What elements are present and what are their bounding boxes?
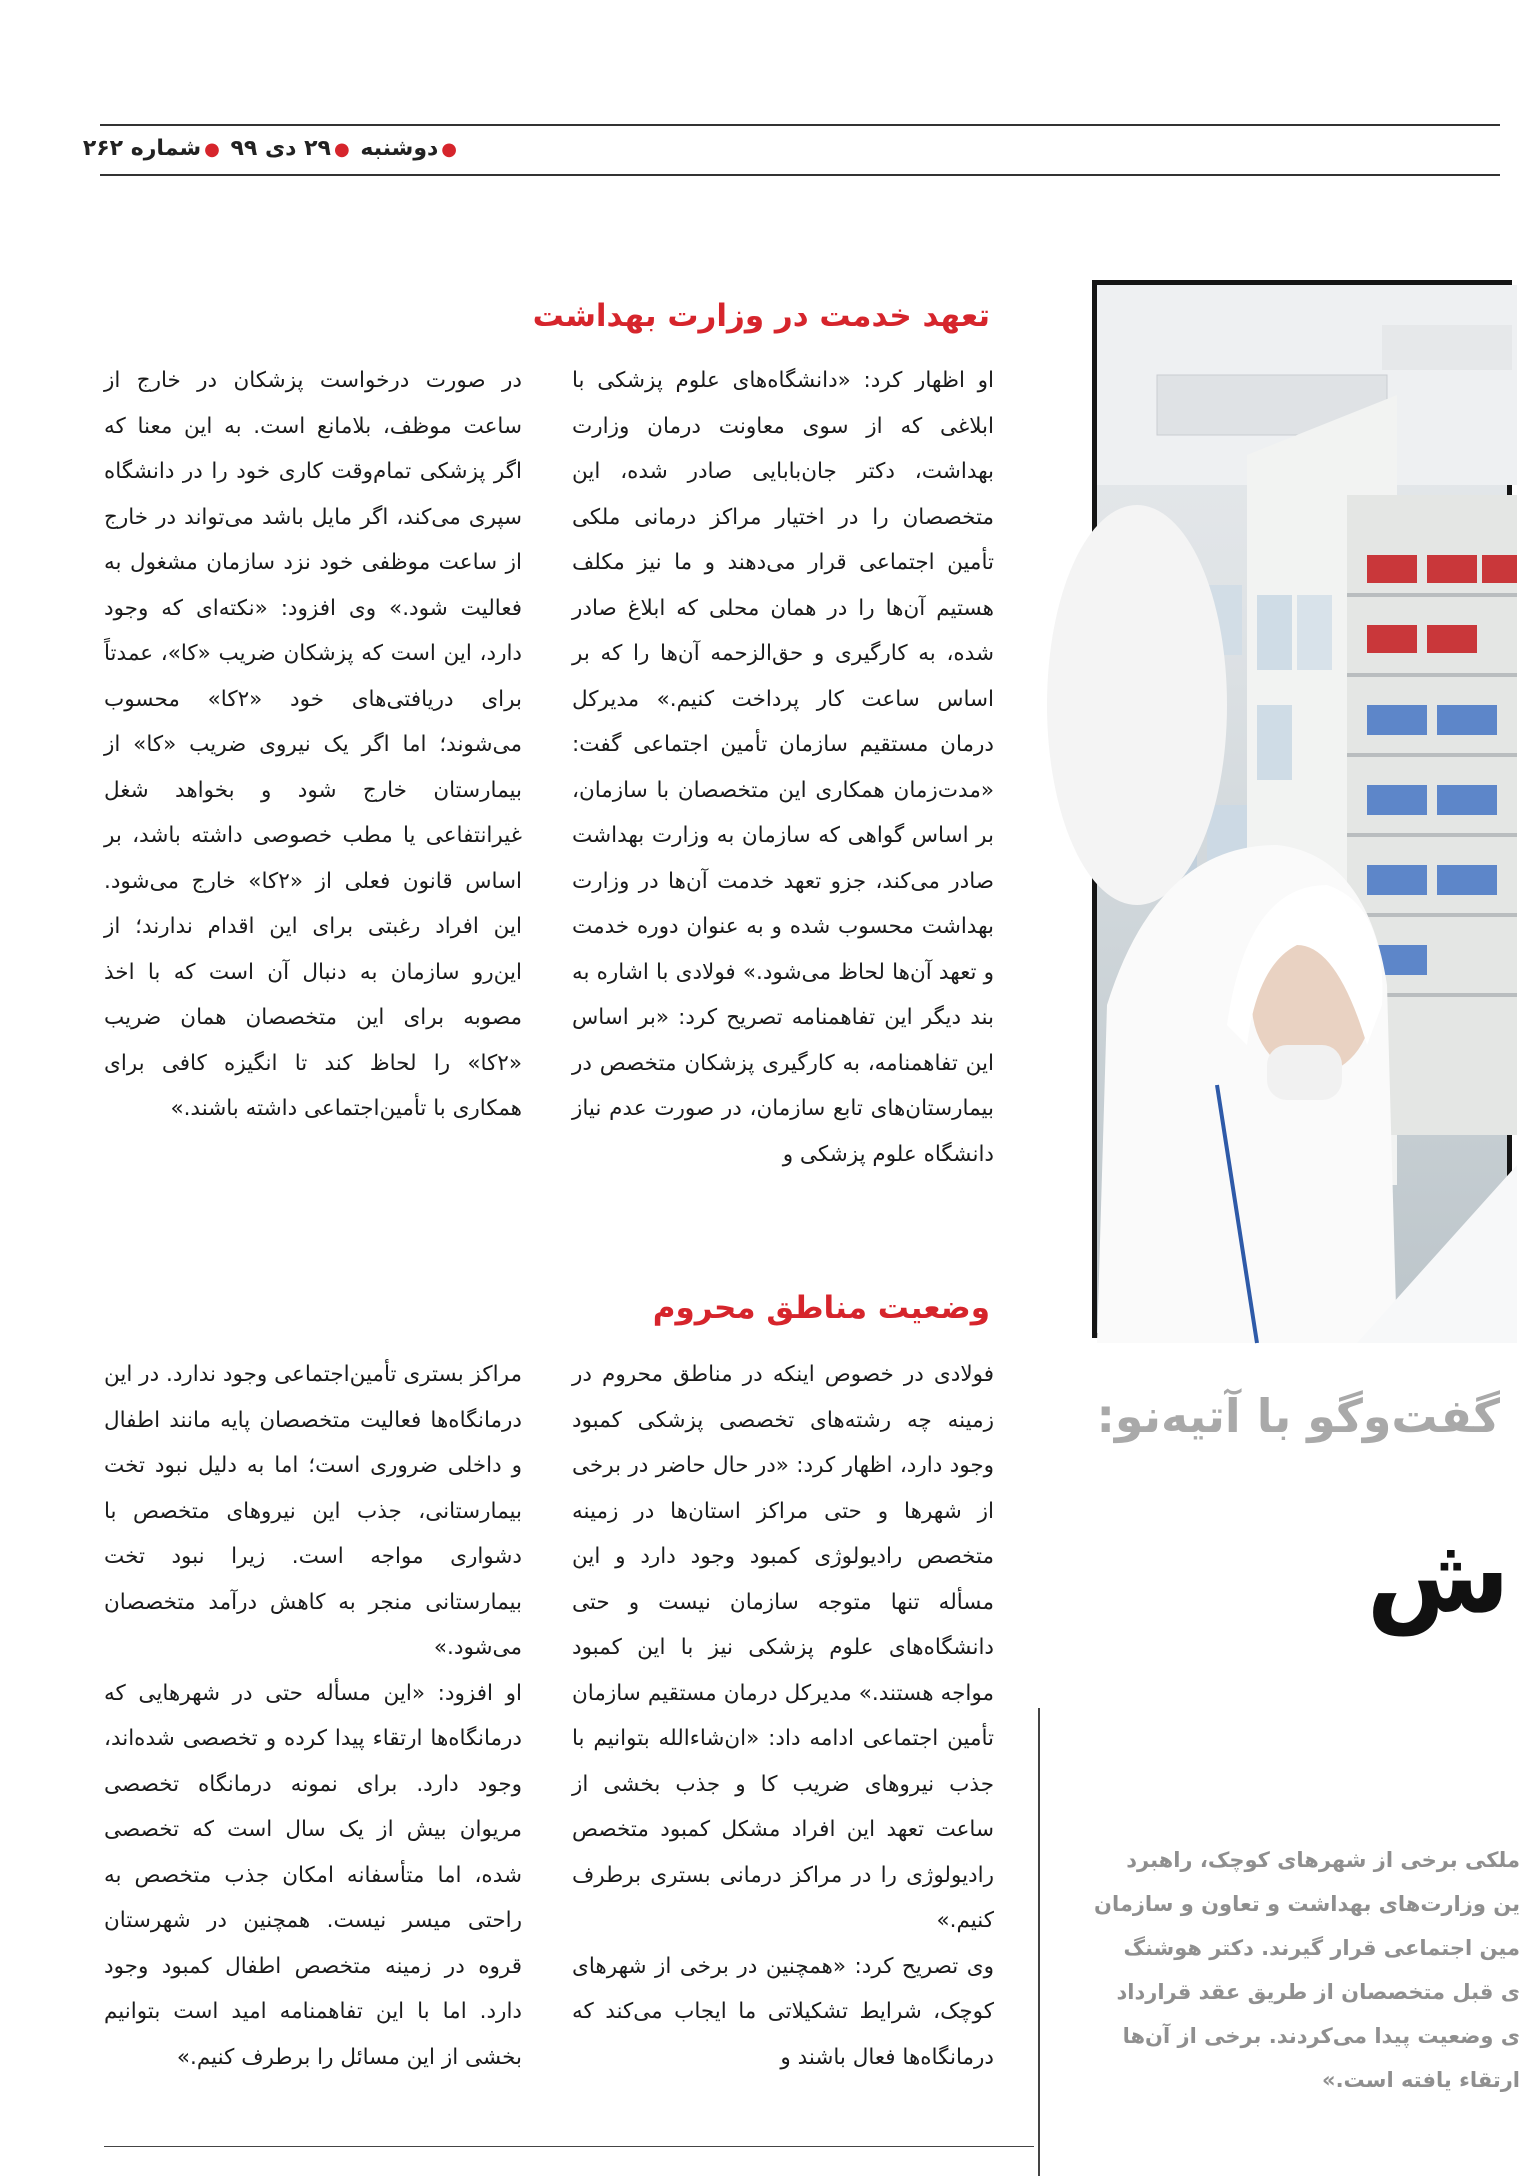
paragraph: مراکز بستری تأمین‌اجتماعی وجود ندارد. در این درمانگاه‌ها فعالیت متخصصان پایه مانند اطفال و داخلی ضروری است؛ اما به دلیل نبود تخت بیمارستانی، جذب این نیروهای متخصص با دشواری مواجه است. زیرا نبود تخت بیمارستانی منجر به کاهش درآمد متخصصان می‌شود.» <box>104 1362 522 1660</box>
lead-line: مین اجتماعی قرار گیرند. دکتر هوشنگ <box>1123 1936 1520 1960</box>
lead-line: ی وضعیت پیدا می‌کردند. برخی از آن‌ها <box>1122 2024 1520 2048</box>
header-bottom-rule <box>100 174 1500 176</box>
adjacent-article-title: گفت‌وگو با آتیه‌نو: <box>1096 1389 1500 1443</box>
footer-rule <box>104 2146 1034 2147</box>
header-issue: شماره ۲۶۲ <box>82 136 202 161</box>
lead-line: ملکی برخی از شهرهای کوچک، راهبرد <box>1126 1848 1520 1872</box>
adjacent-article-lead <box>1060 1838 1520 2102</box>
bullet-icon: ● <box>333 139 350 160</box>
paragraph: وی تصریح کرد: «همچنین در برخی از شهرهای کوچک، شرایط تشکیلاتی ما ایجاب می‌کند که درمانگاه‌ها فعال باشند و <box>572 1953 994 2070</box>
lead-line: ین وزارت‌های بهداشت و تعاون و سازمان <box>1094 1892 1520 1916</box>
lead-line: ارتقاء یافته است.» <box>1322 2068 1520 2092</box>
header-day: دوشنبه <box>360 136 439 161</box>
paragraph: او افزود: «این مسأله حتی در شهرهایی که درمانگاه‌ها ارتقاء پیدا کرده و تخصصی شده‌اند، وجود دارد. برای نمونه درمانگاه تخصصی مریوان بیش از یک سال است که تخصصی شده، اما متأسفانه امکان جذب متخصص به راحتی میسر نیست. همچنین در شهرستان قروه در زمینه متخصص اطفال کمبود وجود دارد. اما با این تفاهمنامه امید است بتوانیم بخشی از این مسائل را برطرف کنیم.» <box>104 1680 522 2070</box>
paragraph: فولادی در خصوص اینکه در مناطق محروم در زمینه چه رشته‌های تخصصی پزشکی کمبود وجود دارد، اظهار کرد: «در حال حاضر در برخی از شهرها و حتی مراکز استان‌ها در زمینه متخصص رادیولوژی کمبود وجود دارد و این مسأله تنها متوجه سازمان نیست و حتی دانشگاه‌های علوم پزشکی نیز با این کمبود مواجه هستند.» مدیرکل درمان مستقیم سازمان تأمین اجتماعی ادامه داد: «ان‌شاءالله بتوانیم با جذب نیروهای ضریب کا و جذب بخشی از ساعت تعهد این افراد مشکل کمبود متخصص رادیولوژی را در مراکز درمانی بستری برطرف کنیم.» <box>572 1362 994 1933</box>
section-heading-deprived-areas: وضعیت مناطق محروم <box>652 1290 990 1326</box>
article-column-right-2 <box>572 1352 994 2112</box>
paragraph: در صورت درخواست پزشکان در خارج از ساعت موظف، بلامانع است. به این معنا که اگر پزشکی تمام‌وقت کاری خود را در دانشگاه سپری می‌کند، اگر مایل باشد می‌تواند در خارج از ساعت موظفی خود نزد سازمان مشغول به فعالیت شود.» وی افزود: «نکته‌ای که وجود دارد، این است که پزشکان ضریب «کا»، عمدتاً برای دریافتی‌های خود «۲کا» محسوب می‌شوند؛ اما اگر یک نیروی ضریب «کا» از بیمارستان خارج شود و بخواهد شغل غیرانتفاعی یا مطب خصوصی داشته باشد، بر اساس قانون فعلی از «۲کا» خارج می‌شود. این افراد رغبتی برای این اقدام ندارند؛ از این‌رو سازمان به دنبال آن است که با اخذ مصوبه برای این متخصصان همان ضریب «۲کا» را لحاظ کند تا انگیزه کافی برای همکاری با تأمین‌اجتماعی داشته باشند.» <box>104 368 523 1121</box>
article-column-left-2 <box>104 1352 522 2112</box>
pharmacy-illustration <box>1097 285 1517 1343</box>
section-heading-commitment: تعهد خدمت در وزارت بهداشت <box>532 298 990 334</box>
adjacent-article-headline: ش <box>1366 1514 1510 1636</box>
article-photo <box>1092 280 1512 1338</box>
bullet-icon: ● <box>441 139 457 160</box>
article-column-left-1 <box>104 358 522 1206</box>
lead-line: ی قبل متخصصان از طریق عقد قرارداد <box>1116 1980 1520 2004</box>
paragraph: او اظهار کرد: «دانشگاه‌های علوم پزشکی با ابلاغی که از سوی معاونت درمان وزارت بهداشت، دکتر جان‌بابایی صادر شده، این متخصصان را در اختیار مراکز درمانی ملکی تأمین اجتماعی قرار می‌دهند و ما نیز مکلف هستیم آن‌ها را در همان محلی که ابلاغ صادر شده، به کارگیری و حق‌الزحمه آن‌ها را که بر اساس ساعت کار پرداخت کنیم.» مدیرکل درمان مستقیم سازمان تأمین اجتماعی گفت: «مدت‌زمان همکاری این متخصصان با سازمان، بر اساس گواهی که سازمان به وزارت بهداشت صادر می‌کند، جزو تعهد خدمت آن‌ها در وزارت بهداشت محسوب شده و به عنوان دوره خدمت و تعهد آن‌ها لحاظ می‌شود.» فولادی با اشاره به بند دیگر این تفاهمنامه تصریح کرد: «بر اساس این تفاهمنامه، به کارگیری پزشکان متخصص در بیمارستان‌های تابع سازمان، در صورت عدم نیاز دانشگاه علوم پزشکی و <box>572 368 994 1167</box>
article-column-right-1 <box>572 358 994 1206</box>
issue-header <box>82 132 460 166</box>
header-date: ۲۹ دی ۹۹ <box>230 136 331 161</box>
column-divider <box>1038 1708 1040 2176</box>
header-top-rule <box>100 124 1500 126</box>
bullet-icon: ● <box>204 139 220 160</box>
